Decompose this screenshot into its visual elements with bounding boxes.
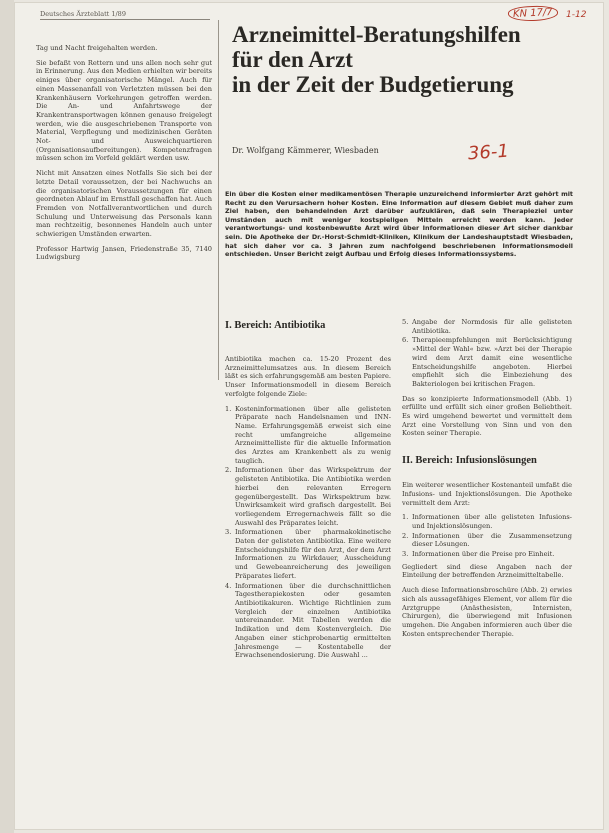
list-item: 2. Informationen über das Wirkspektrum der gelisteten Antibiotika. Die Antibiotika werden hierbei den relevanten Erregern gegenübergestellt. Das Wirkspektrum bzw. Unwirksamkeit wird grafisch dargestellt. Bei vorliegendem Erregernachweis fällt so die Auswahl des Präparates leicht. [225, 466, 391, 527]
objectives-list-cont [402, 318, 572, 389]
list-item: 4. Informationen über die durchschnittlichen Tagestherapiekosten oder gesamten Antibiotikakuren. Wichtige Richtlinien zum Vergleich der einzelnen Antibiotika untereinander. Mit Tabellen werden die Indikation und dem Kostenvergleich. Die Angaben einer stichprobenartig ermittelten Jahresmenge — Kostentabelle der Erwachsenendosierung. Die Auswahl ... [225, 581, 391, 660]
paragraph: Das so konzipierte Informationsmodell (Abb. 1) erfüllte und erfüllt sich einer großen Beliebtheit. Es wird umgehend bewertet und vermittelt dem Arzt eine Vorstellung von Sinn und von den Kosten seiner Therapie. [402, 394, 572, 438]
column-rule [218, 20, 219, 380]
section-intro: Antibiotika machen ca. 15-20 Prozent des Arzneimittelumsatzes aus. In diesem Bereich läßt es sich erfahrungsgemäß am besten Papiere. Unser Informationsmodell in diesem Bereich verfolgte folgende Ziele: [225, 355, 391, 398]
left-paragraph: Tag und Nacht freigehalten werden. [36, 44, 158, 52]
article-lead: Ein über die Kosten einer medikamentösen Therapie unzureichend informierter Arzt gehört mit Recht zu den Verursachern hoher Kosten. Eine Information auf diesem Gebiet muß daher zum Ziel haben, den behandelnden Arzt darüber aufzuklären, daß sein Therapieziel unter Umständen auch mit weniger kostspieligen Mitteln erreicht werden kann. Jeder verantwortungs- und kostenbewußte Arzt wird über Informationen dieser Art sicher dankbar sein. Die Apotheke der Dr.-Horst-Schmidt-Kliniken, Klinikum der Landeshauptstadt Wiesbaden, hat sich daher vor ca. 3 Jahren zum nachfolgend beschriebenen Informationsmodell entschieden. Unser Bericht zeigt Aufbau und Erfolg dieses Informationssystems. [225, 190, 573, 259]
left-paragraph: Sie befaßt von Rettern und uns allen noch sehr gut in Erinnerung. Aus den Medien erhielten wir bereits einiges über organisatorische Mängel. Auch für einen Massenanfall von Verletzten müssen bei den Krankenhäusern Vorkehrungen getroffen werden. Die An- und Anfahrtswege der Krankentransportwagen können genauso freigelegt werden, wie die ausgeschriebenen Transporte von Material, Verpflegung und medizinischen Geräten Not- und Ausweichquartieren (Organisationsaufbereitungen). Kompetenzfragen müssen schon im Vorfeld geklärt werden usw. [36, 58, 212, 163]
left-column [36, 44, 212, 268]
handwritten-stamp-suffix: 1-12 [566, 10, 587, 20]
list-item: 5. Angabe der Normdosis für alle gelisteten Antibiotika. [402, 318, 572, 335]
list-item: 1. Informationen über alle gelisteten Infusions- und Injektionslösungen. [402, 513, 572, 530]
author-address: Professor Hartwig Jansen, Friedenstraße 35, 7140 Ludwigsburg [36, 244, 212, 262]
list-item: 3. Informationen über die Preise pro Einheit. [402, 550, 555, 559]
title-line: für den Arzt [232, 47, 353, 72]
section-heading: I. Bereich: Antibiotika [225, 320, 326, 331]
handwritten-stamp: KN 17/7 [508, 5, 558, 23]
objectives-list [225, 405, 391, 660]
paragraph: Auch diese Informationsbroschüre (Abb. 2) erwies sich als aussagefähiges Element, vor allem für die Arztgruppe (Anästhesisten, Internisten, Chirurgen), die überwiegend mit Infusionen umgehen. Die Angaben informieren auch über die Kosten entsprechender Therapie. [402, 586, 572, 638]
list-item: 3. Informationen über pharmakokinetische Daten der gelisteten Antibiotika. Eine weitere Entscheidungshilfe für den Arzt, der dem Arzt Informationen zu Wirkdauer, Ausscheidung und Gewebeanreicherung des jeweiligen Präparates liefert. [225, 528, 391, 580]
list-item: 6. Therapieempfehlungen mit Berücksichtigung »Mittel der Wahl« bzw. »Arzt bei der Therapie wird dem Arzt damit eine wesentliche Entscheidungshilfe angeboten. Hierbei empfiehlt sich die Einbeziehung des Bakteriologen bei kritischen Fragen. [402, 336, 572, 388]
right-column [402, 318, 572, 644]
list-item: 2. Informationen über die Zusammensetzung dieser Lösungen. [402, 531, 572, 549]
infusion-list [402, 513, 572, 559]
handwritten-number: 36-1 [467, 140, 510, 165]
title-line: in der Zeit der Budgetierung [232, 72, 514, 97]
article-author: Dr. Wolfgang Kämmerer, Wiesbaden [232, 146, 379, 155]
scan-edge [0, 0, 14, 833]
paragraph: Gegliedert sind diese Angaben nach der Einteilung der betreffenden Arzneimitteltabelle. [402, 562, 572, 580]
title-line: Arzneimittel-Beratungshilfen [232, 22, 521, 47]
middle-column [225, 355, 391, 661]
left-paragraph: Nicht mit Ansatzen eines Notfalls Sie sich bei der letzte Detail voraussetzen, der bei Nachwuchs an die organisatorischen Voraussetzungen für einen geordneten Ablauf im Ernstfall geschaffen hat. Auch Fremden von Notfallverantwortlichen und durch Schulung und Unterweisung das Personals kann man rechtzeitig, besonnenes Handeln auch unter schwierigen Umständen erwarten. [36, 169, 212, 239]
section-intro: Ein weiterer wesentlicher Kostenanteil umfaßt die Infusions- und Injektionslösungen. Die Apotheke vermittelt dem Arzt: [402, 481, 572, 507]
article-title [232, 22, 572, 97]
section-heading: II. Bereich: Infusionslösungen [402, 455, 537, 467]
running-head: Deutsches Ärzteblatt 1/89 [40, 10, 210, 20]
list-item: 1. Kosteninformationen über alle gelisteten Präparate nach Handelsnamen und INN-Name. Erfahrungsgemäß erweist sich eine recht umfangreiche allgemeine Arzneimittelliste für die aktuelle Information des Arztes am Krankenbett als zu wenig tauglich. [225, 404, 391, 465]
